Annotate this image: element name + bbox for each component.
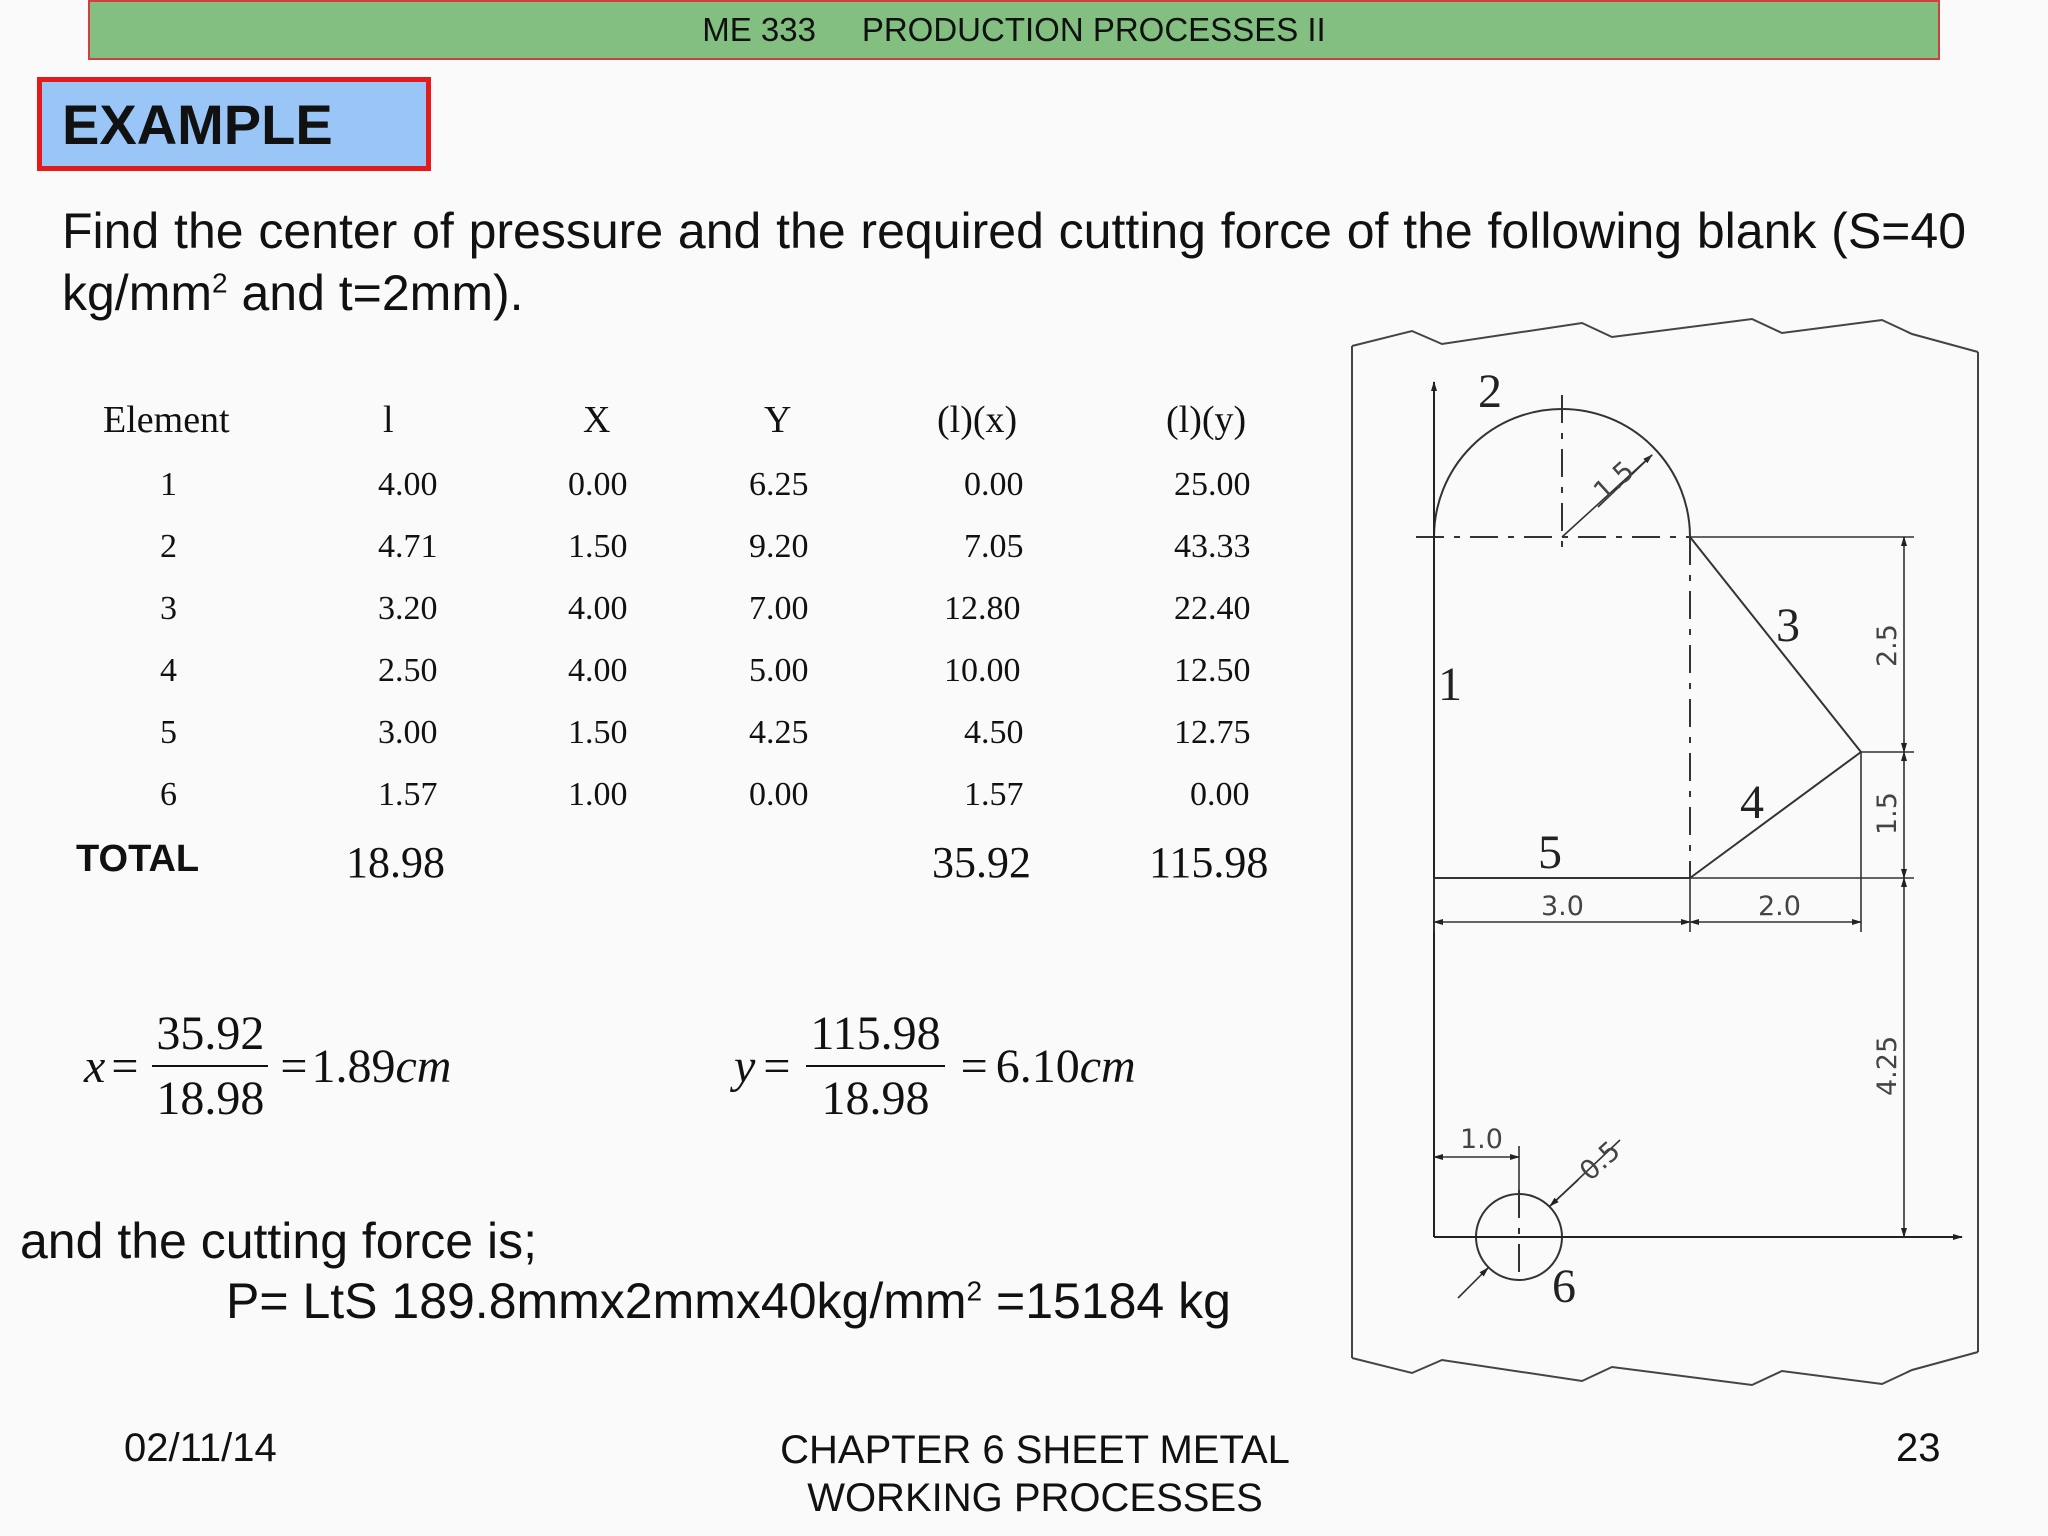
- cutting-force-result: =15184 kg: [982, 1273, 1231, 1329]
- table-cell: 4.00: [568, 590, 628, 627]
- table-cell: 22.40: [1174, 590, 1251, 627]
- table-cell: 12.80: [944, 590, 1021, 627]
- dim-hole-offset: 1.0: [1460, 1124, 1503, 1155]
- table-header-element: Element: [103, 399, 230, 441]
- footer-page-number: 23: [1896, 1426, 1941, 1470]
- course-title: PRODUCTION PROCESSES II: [861, 11, 1326, 48]
- course-code: ME 333: [702, 11, 816, 48]
- element-label-4: 4: [1740, 776, 1764, 829]
- stock-outline: [1352, 319, 1978, 1385]
- table-cell: 12.75: [1174, 714, 1251, 751]
- table-cell: 4.25: [749, 714, 809, 751]
- table-cell: 4: [160, 652, 177, 689]
- table-cell: 0.00: [964, 466, 1024, 503]
- footer-date: 02/11/14: [124, 1426, 277, 1470]
- table-cell: 25.00: [1174, 466, 1251, 503]
- table-cell: 3.00: [378, 714, 438, 751]
- formula-y-result: 6.10: [995, 1039, 1080, 1093]
- table-header-y: Y: [764, 399, 792, 441]
- table-cell: 1.50: [568, 714, 628, 751]
- table-cell: 1: [160, 466, 177, 503]
- element-label-1: 1: [1438, 658, 1462, 711]
- dimension-labels: [1460, 455, 1903, 1187]
- problem-text: Find the center of pressure and the required cutting force of the following blank (S=40 kg/mm: [62, 203, 1966, 321]
- table-cell: 43.33: [1174, 528, 1251, 565]
- table-cell: 2: [160, 528, 177, 565]
- dim-height-mid: 1.5: [1872, 792, 1903, 835]
- table-cell: 4.71: [378, 528, 438, 565]
- footer-chapter-line2: WORKING PROCESSES: [807, 1476, 1263, 1520]
- table-cell: 5.00: [749, 652, 809, 689]
- dim-width-left: 3.0: [1541, 891, 1584, 922]
- element-labels: [1438, 365, 1800, 1313]
- table-cell: 7.05: [964, 528, 1024, 565]
- example-label-text: EXAMPLE: [62, 92, 333, 156]
- table-cell: 9.20: [749, 528, 809, 565]
- table-header-x: X: [583, 399, 611, 441]
- table-cell: 1.50: [568, 528, 628, 565]
- table-cell: 0.00: [1190, 776, 1250, 813]
- element-label-3: 3: [1776, 599, 1800, 652]
- total-lx: 35.92: [932, 838, 1031, 887]
- table-cell: 4.50: [964, 714, 1024, 751]
- footer-chapter-line1: CHAPTER 6 SHEET METAL: [780, 1428, 1290, 1472]
- table-cell: 7.00: [749, 590, 809, 627]
- dim-height-lower: 4.25: [1872, 1035, 1903, 1096]
- table-cell: 4.00: [568, 652, 628, 689]
- table-cell: 6: [160, 776, 177, 813]
- table-cell: 0.00: [749, 776, 809, 813]
- element-label-6: 6: [1552, 1260, 1576, 1313]
- element-label-2: 2: [1478, 365, 1502, 418]
- table-cell: 4.00: [378, 466, 438, 503]
- total-l: 18.98: [346, 838, 445, 887]
- table-cell: 3.20: [378, 590, 438, 627]
- table-cell: 5: [160, 714, 177, 751]
- formula-y-numerator: 115.98: [806, 1006, 944, 1067]
- table-header-lx: (l)(x): [937, 399, 1018, 441]
- formula-x-unit: cm: [395, 1039, 452, 1093]
- dim-radius-top: 1.5: [1587, 455, 1641, 508]
- table-cell: 1.57: [378, 776, 438, 813]
- dim-hole-radius: 0.5: [1573, 1135, 1627, 1188]
- formula-x: x = $\frac{35.92}{18.98}$ = 1.89 cm: [84, 1007, 452, 1125]
- footer-chapter: [740, 1426, 1330, 1522]
- formula-y-var: y: [734, 1039, 756, 1093]
- dim-width-right: 2.0: [1758, 891, 1801, 922]
- table-header-l: l: [383, 399, 394, 441]
- formula-y-unit: cm: [1079, 1039, 1136, 1093]
- table-header-ly: (l)(y): [1166, 399, 1247, 441]
- table-cell: 10.00: [944, 652, 1021, 689]
- table-cell: 3: [160, 590, 177, 627]
- problem-text-end: and t=2mm).: [227, 265, 524, 321]
- cutting-force-equation-text: P= LtS 189.8mmx2mmx40kg/mm: [226, 1273, 967, 1329]
- dimension-lines: [1434, 455, 1914, 1298]
- table-cell: 12.50: [1174, 652, 1251, 689]
- element-label-5: 5: [1538, 826, 1562, 879]
- problem-superscript: 2: [212, 267, 228, 299]
- formula-x-denominator: 18.98: [156, 1072, 265, 1125]
- dim-height-upper: 2.5: [1872, 624, 1903, 667]
- table-cell: 2.50: [378, 652, 438, 689]
- table-cell: 1.57: [964, 776, 1024, 813]
- total-ly: 115.98: [1149, 838, 1269, 887]
- formula-x-numerator: 35.92: [152, 1006, 268, 1067]
- cutting-force-intro: and the cutting force is;: [20, 1213, 537, 1269]
- total-label: TOTAL: [76, 838, 200, 880]
- cutting-force-superscript: 2: [966, 1275, 983, 1307]
- table-cell: 6.25: [749, 466, 809, 503]
- table-cell: 1.00: [568, 776, 628, 813]
- formula-y-denominator: 18.98: [821, 1072, 930, 1125]
- formula-x-var: x: [84, 1039, 106, 1093]
- formula-y: y = $\frac{115.98}{18.98}$ = 6.10 cm: [734, 1007, 1136, 1125]
- table-cell: 0.00: [568, 466, 628, 503]
- formula-x-result: 1.89: [311, 1039, 396, 1093]
